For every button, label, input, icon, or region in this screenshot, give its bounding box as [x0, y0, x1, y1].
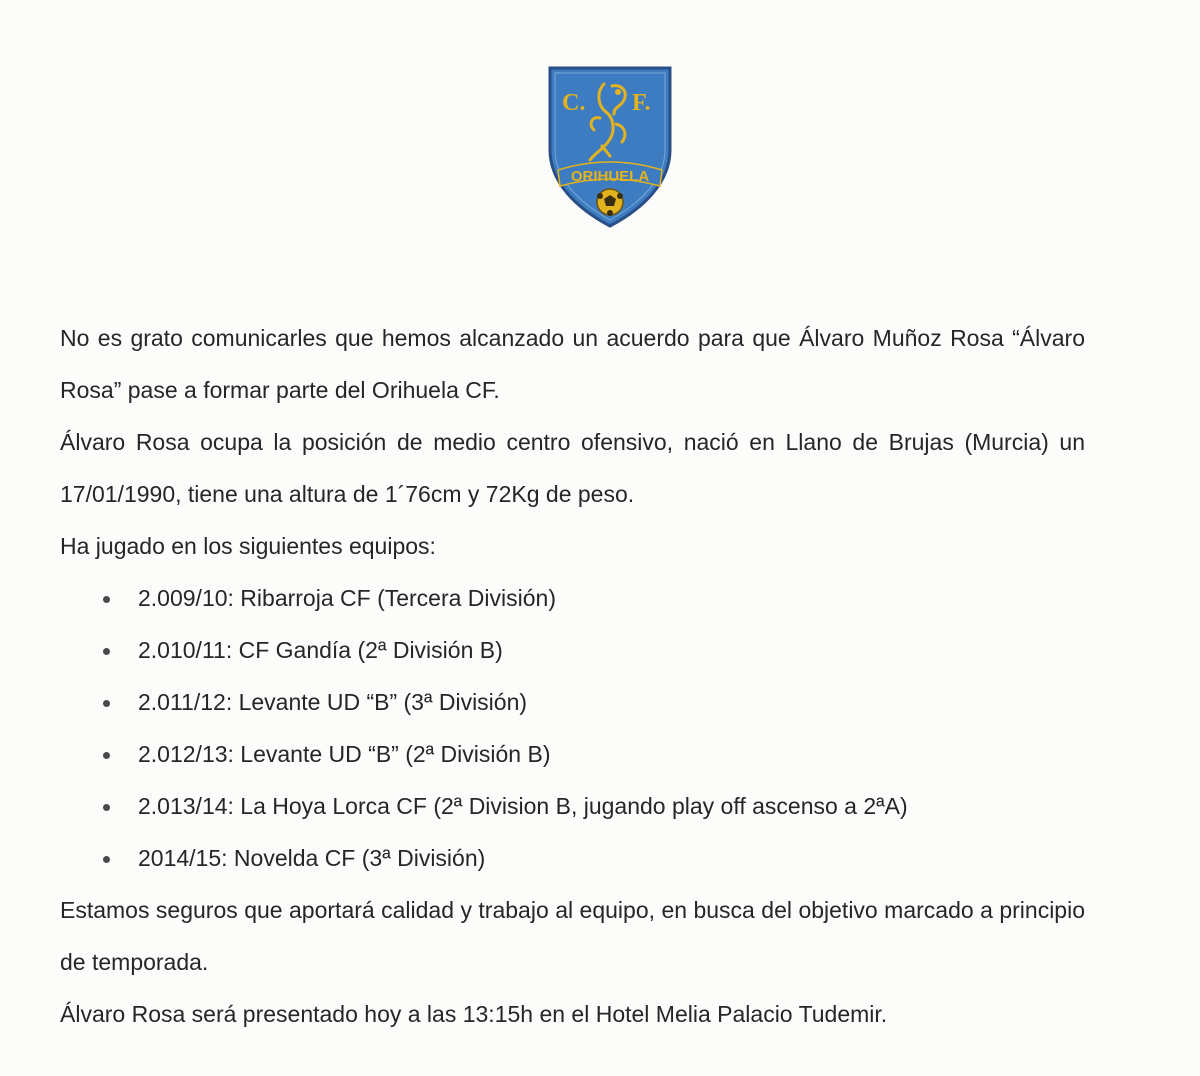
closing-paragraph: Estamos seguros que aportará calidad y trabajo al equipo, en busca del objetivo marcado a principio de temporada.	[60, 897, 1085, 975]
crest-text-c: C.	[562, 90, 586, 116]
team-entry: 2.012/13: Levante UD “B” (2ª División B)	[138, 741, 551, 767]
crest-svg	[544, 62, 676, 232]
team-entry: 2.010/11: CF Gandía (2ª División B)	[138, 637, 503, 663]
list-item	[60, 572, 1085, 624]
club-crest-logo	[544, 62, 676, 232]
player-details-paragraph: Álvaro Rosa ocupa la posición de medio centro ofensivo, nació en Llano de Brujas (Murcia) un 17/01/1990, tiene una altura de 1´76cm y 72Kg de peso.	[60, 429, 1085, 507]
list-item	[60, 780, 1085, 832]
team-entry: 2.009/10: Ribarroja CF (Tercera División)	[138, 585, 556, 611]
bullet-icon	[103, 856, 110, 863]
bird-eye-icon	[615, 89, 621, 95]
presentation-paragraph: Álvaro Rosa será presentado hoy a las 13:15h en el Hotel Melia Palacio Tudemir.	[60, 1001, 888, 1027]
team-entry: 2014/15: Novelda CF (3ª División)	[138, 845, 486, 871]
team-history-list	[60, 572, 1085, 884]
team-entry: 2.013/14: La Hoya Lorca CF (2ª Division B, jugando play off ascenso a 2ªA)	[138, 793, 908, 819]
intro-paragraph: No es grato comunicarles que hemos alcanzado un acuerdo para que Álvaro Muñoz Rosa “Álvaro Rosa” pase a formar parte del Orihuela CF.	[60, 325, 1085, 403]
football-patch-left	[597, 193, 603, 199]
list-item	[60, 676, 1085, 728]
teams-heading: Ha jugado en los siguientes equipos:	[60, 533, 436, 559]
list-item	[60, 728, 1085, 780]
football-patch-right	[617, 193, 623, 199]
football-patch-bottom	[607, 210, 613, 216]
bullet-icon	[103, 648, 110, 655]
list-item	[60, 624, 1085, 676]
list-item	[60, 832, 1085, 884]
bullet-icon	[103, 752, 110, 759]
crest-text-orihuela: ORIHUELA	[570, 168, 650, 185]
letter-body	[60, 312, 1085, 1040]
team-entry: 2.011/12: Levante UD “B” (3ª División)	[138, 689, 528, 715]
bullet-icon	[103, 700, 110, 707]
crest-text-f: F.	[632, 90, 651, 116]
bullet-icon	[103, 596, 110, 603]
bullet-icon	[103, 804, 110, 811]
